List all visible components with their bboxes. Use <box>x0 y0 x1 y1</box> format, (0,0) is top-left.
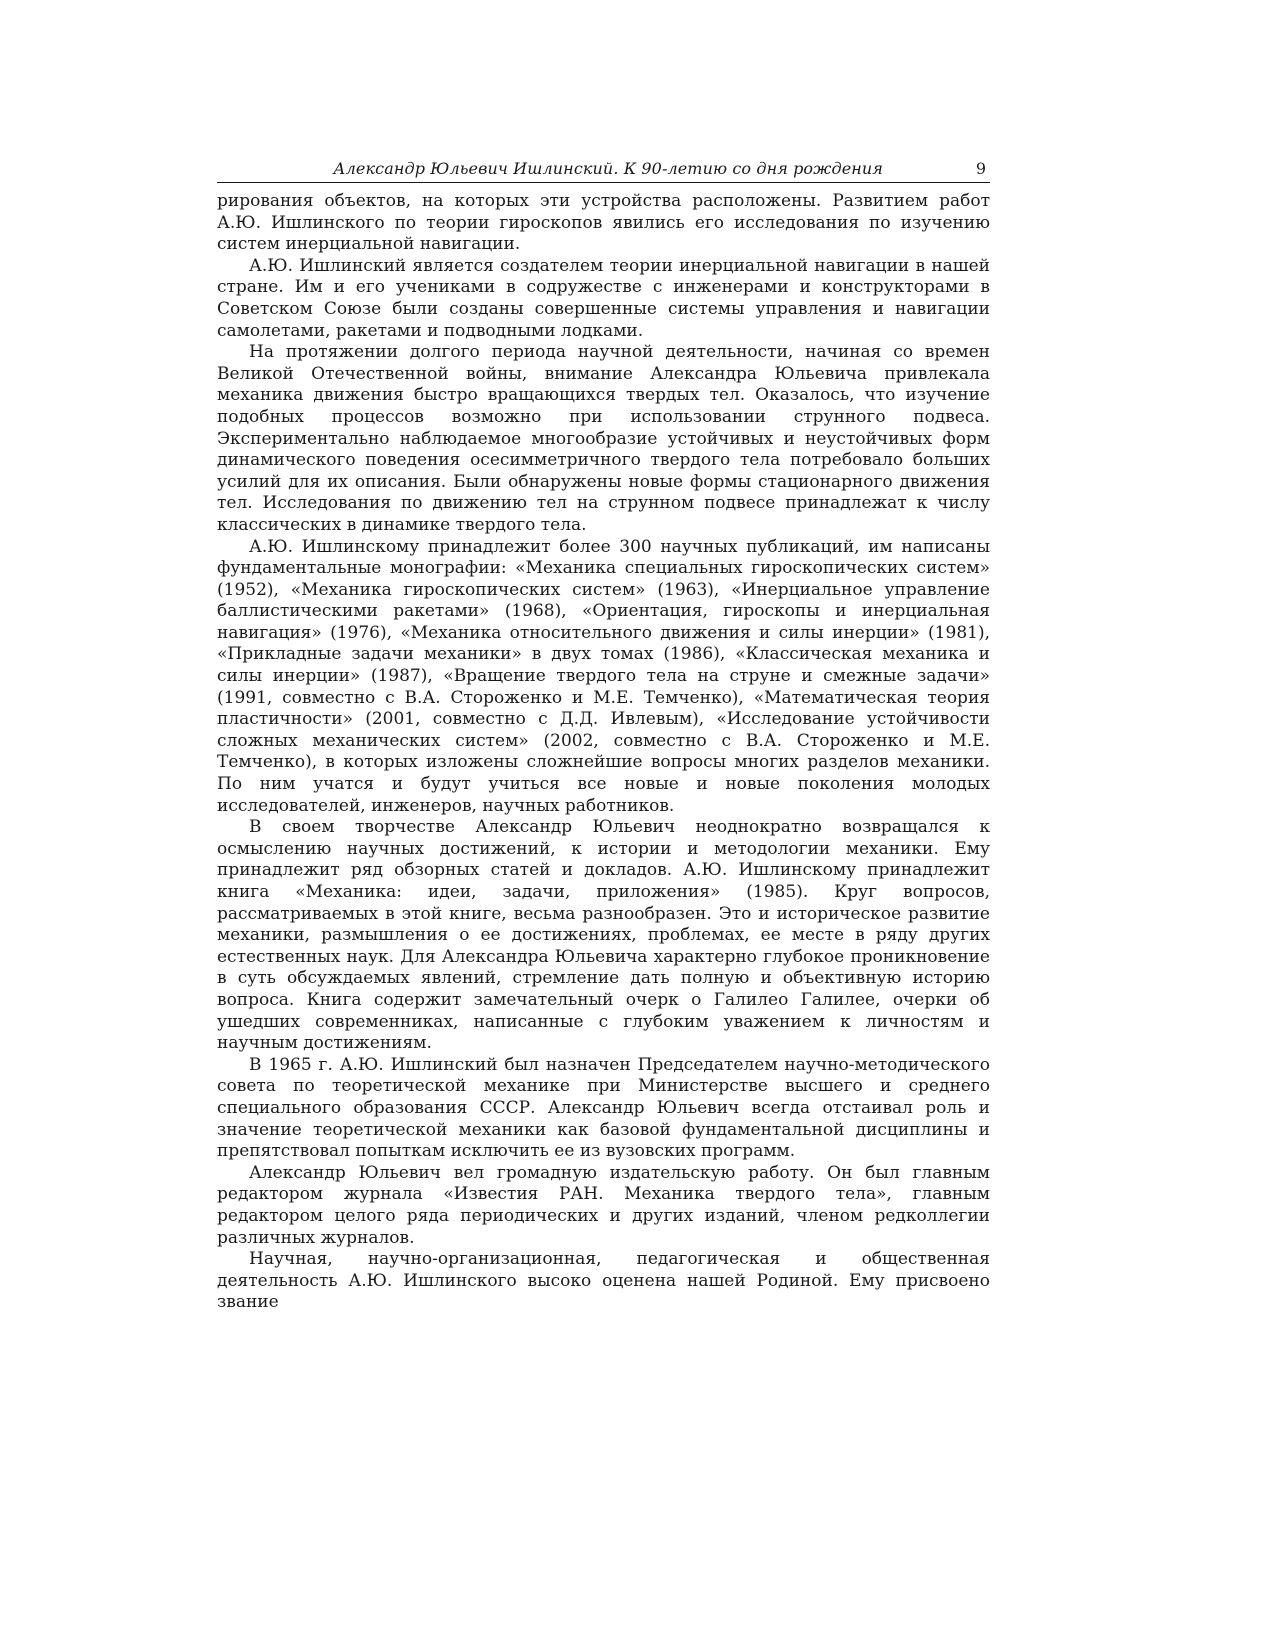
paragraph-publications: А.Ю. Ишлинскому принадлежит более 300 научных публикаций, им написаны фундаментальные монографии: «Механика специальных гироскопических систем» (1952), «Механика гироскопических систем» (1963), «Инерциальное управление баллистическими ракетами» (1968), «Ориентация, гироскопы и инерциальная навигация» (1976), «Механика относительного движения и силы инерции» (1981), «Прикладные задачи механики» в двух томах (1986), «Классическая механика и силы инерции» (1987), «Вращение твердого тела на струне и смежные задачи» (1991, совместно с В.А. Стороженко и М.Е. Темченко), «Математическая теория пластичности» (2001, совместно с Д.Д. Ивлевым), «Исследование устойчивости сложных механических систем» (2002, совместно с В.А. Стороженко и М.Е. Темченко), в которых изложены сложнейшие вопросы многих разделов механики. По ним учатся и будут учиться все новые и новые поколения молодых исследователей, инженеров, научных работников. <box>217 536 990 816</box>
paragraph-inertial-navigation: А.Ю. Ишлинский является создателем теории инерциальной навигации в нашей стране. Им и его учениками в содружестве с инженерами и конструкторами в Советском Союзе были созданы совершенные системы управления и навигации самолетами, ракетами и подводными лодками. <box>217 255 990 341</box>
paragraph-history-of-mechanics: В своем творчестве Александр Юльевич неоднократно возвращался к осмыслению научных достижений, к истории и методологии механики. Ему принадлежит ряд обзорных статей и докладов. А.Ю. Ишлинскому принадлежит книга «Механика: идеи, задачи, приложения» (1985). Круг вопросов, рассматриваемых в этой книге, весьма разнообразен. Это и историческое развитие механики, размышления о ее достижениях, проблемах, ее месте в ряду других естественных наук. Для Александра Юльевича характерно глубокое проникновение в суть обсуждаемых явлений, стремление дать полную и объективную историю вопроса. Книга содержит замечательный очерк о Галилео Галилее, очерки об ушедших современниках, написанные с глубоким уважением к личностям и научным достижениям. <box>217 817 990 1054</box>
running-header <box>217 156 990 183</box>
paragraph-methodical-council: В 1965 г. А.Ю. Ишлинский был назначен Председателем научно-методического совета по теоретической механике при Министерстве высшего и среднего специального образования СССР. Александр Юльевич всегда отстаивал роль и значение теоретической механики как базовой фундаментальной дисциплины и препятствовал попыткам исключить ее из вузовских программ. <box>217 1054 990 1162</box>
document-page <box>217 156 990 1314</box>
paragraph-continued: рирования объектов, на которых эти устройства расположены. Развитием работ А.Ю. Ишлинского по теории гироскопов явились его исследования по изучению систем инерциальной навигации. <box>217 191 990 255</box>
paragraph-recognition: Научная, научно-организационная, педагогическая и общественная деятельность А.Ю. Ишлинского высоко оценена нашей Родиной. Ему присвоено звание <box>217 1249 990 1313</box>
body-text <box>217 191 990 1314</box>
paragraph-editorial-work: Александр Юльевич вел громадную издательскую работу. Он был главным редактором журнала «Известия РАН. Механика твердого тела», главным редактором целого ряда периодических и других изданий, членом редколлегии различных журналов. <box>217 1162 990 1248</box>
running-title: Александр Юльевич Ишлинский. К 90-летию со дня рождения <box>333 159 883 178</box>
page-number: 9 <box>975 159 986 178</box>
paragraph-string-suspension: На протяжении долгого периода научной деятельности, начиная со времен Великой Отечественной войны, внимание Александра Юльевича привлекала механика движения быстро вращающихся твердых тел. Оказалось, что изучение подобных процессов возможно при использовании струнного подвеса. Экспериментально наблюдаемое многообразие устойчивых и неустойчивых форм динамического поведения осесимметричного твердого тела потребовало больших усилий для их описания. Были обнаружены новые формы стационарного движения тел. Исследования по движению тел на струнном подвесе принадлежат к числу классических в динамике твердого тела. <box>217 342 990 535</box>
